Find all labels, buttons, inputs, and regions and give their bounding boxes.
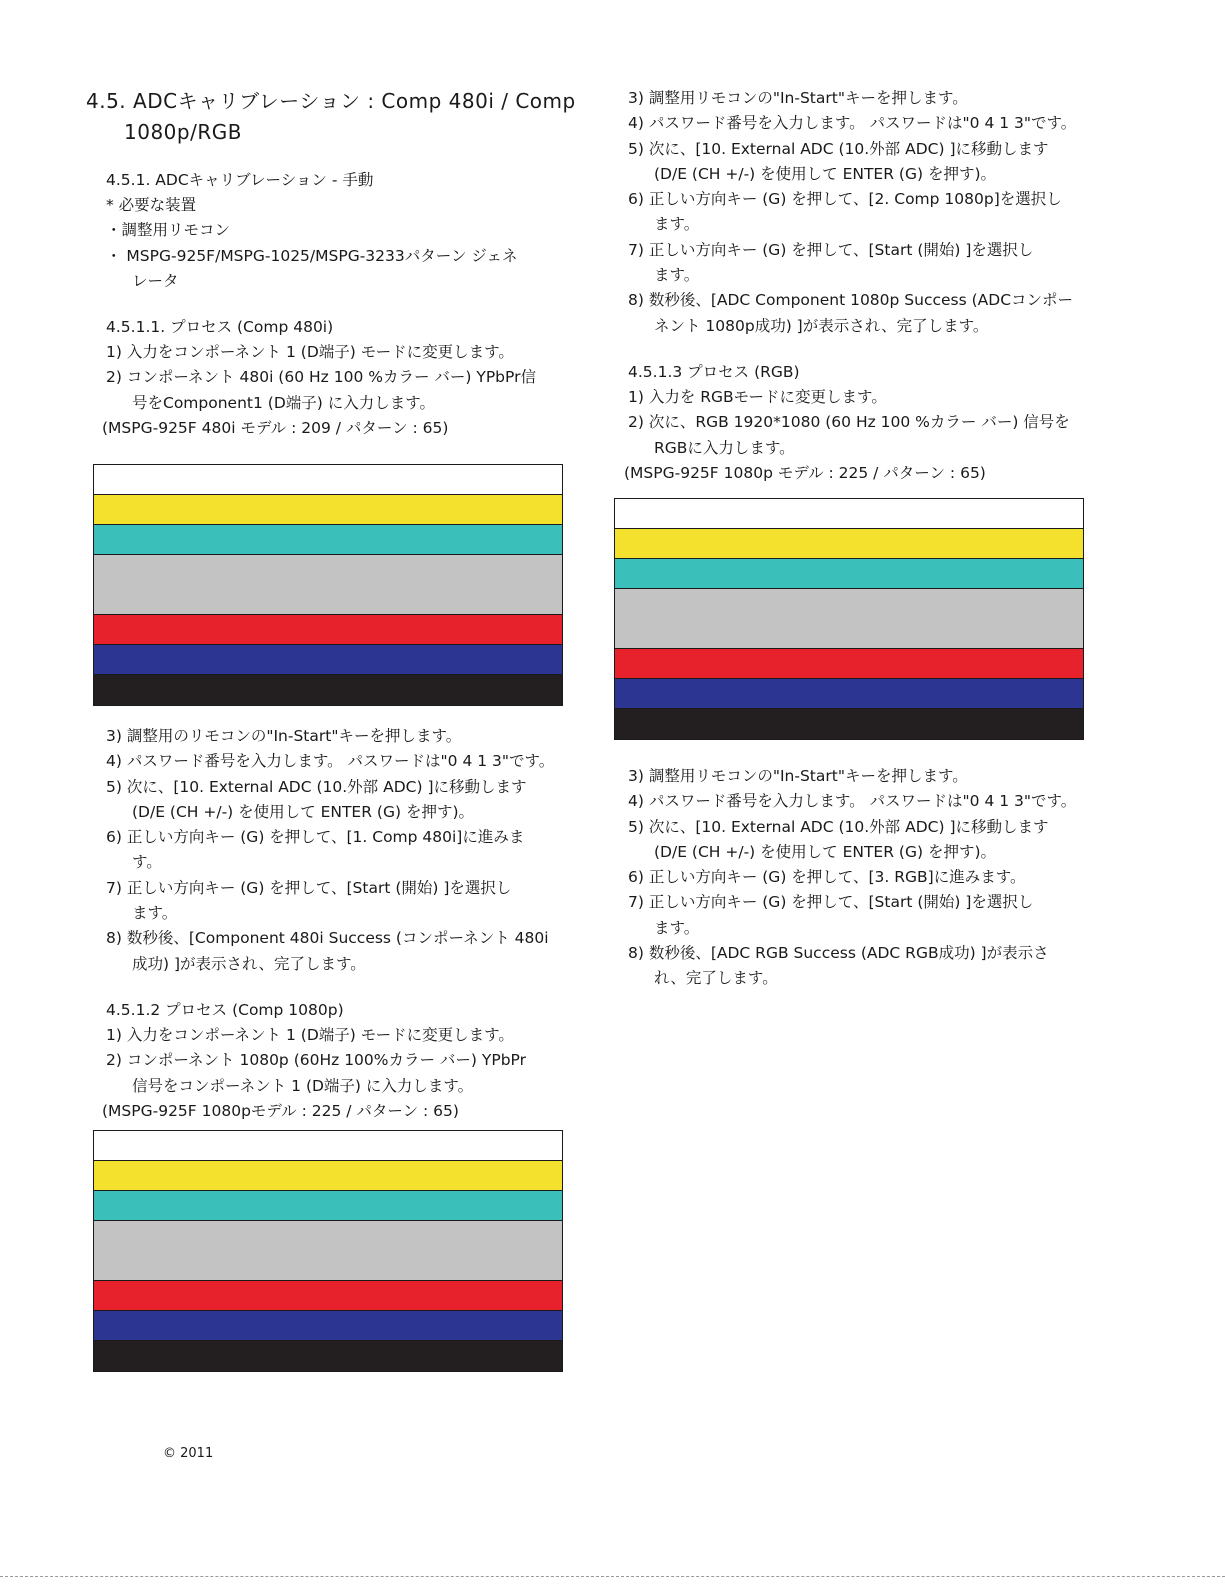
step-8-cont: 成功) ]が表示され、完了します。 (132, 954, 366, 973)
step-6: 6) 正しい方向キー (G) を押して、[3. RGB]に進みます。 (628, 868, 1026, 887)
step-6: 6) 正しい方向キー (G) を押して、[1. Comp 480i]に進みま (106, 828, 525, 847)
step-1: 1) 入力をコンポーネント 1 (D端子) モードに変更します。 (106, 343, 514, 362)
step-3: 3) 調整用のリモコンの"In-Start"キーを押します。 (106, 727, 462, 745)
step-5: 5) 次に、[10. External ADC (10.外部 ADC) ]に移動します (628, 139, 1049, 158)
step-1: 1) 入力を RGBモードに変更します。 (628, 387, 887, 406)
step-7: 7) 正しい方向キー (G) を押して、[Start (開始) ]を選択し (106, 878, 512, 897)
step-7: 7) 正しい方向キー (G) を押して、[Start (開始) ]を選択し (628, 893, 1034, 912)
color-bar-pattern (614, 498, 1084, 740)
page-edge-divider (0, 1576, 1225, 1577)
section-title-comp-1080p: 4.5.1.2 プロセス (Comp 1080p) (106, 1000, 344, 1019)
step-6-cont: す。 (132, 853, 162, 872)
step-3: 3) 調整用リモコンの"In-Start"キーを押します。 (628, 767, 968, 785)
step-8: 8) 数秒後、[Component 480i Success (コンポーネント 480i (106, 929, 549, 948)
page-title-line-2: 1080p/RGB (124, 120, 242, 144)
left-column-upper (102, 168, 584, 441)
step-5-cont: (D/E (CH +/-) を使用して ENTER (G) を押す)。 (654, 842, 997, 861)
step-5-cont: (D/E (CH +/-) を使用して ENTER (G) を押す)。 (132, 802, 475, 821)
color-bar-7 (94, 1341, 562, 1371)
step-6-cont: ます。 (654, 215, 700, 234)
step-7-cont: ます。 (654, 918, 700, 937)
color-bar-2 (94, 495, 562, 525)
equipment-item-generator-cont: レータ (132, 271, 179, 290)
color-bar-1 (615, 499, 1083, 529)
step-2-cont: 号をComponent1 (D端子) に入力します。 (132, 393, 435, 412)
step-7-cont: ます。 (654, 266, 700, 285)
equipment-item-generator: ・ MSPG-925F/MSPG-1025/MSPG-3233パターン ジェネ (106, 246, 518, 265)
step-4: 4) パスワード番号を入力します。 パスワードは"0 4 1 3"です。 (628, 792, 1077, 811)
step-4: 4) パスワード番号を入力します。 パスワードは"0 4 1 3"です。 (106, 752, 555, 771)
model-pattern-note: (MSPG-925F 1080p モデル : 225 / パターン : 65) (624, 463, 986, 482)
color-bar-7 (615, 709, 1083, 739)
color-bar-7 (94, 675, 562, 705)
right-column-lower (628, 764, 1108, 992)
step-2-cont: RGBに入力します。 (654, 438, 795, 457)
section-title-comp-480i: 4.5.1.1. プロセス (Comp 480i) (106, 318, 334, 337)
step-8: 8) 数秒後、[ADC Component 1080p Success (ADCコンポー (628, 291, 1074, 310)
step-8: 8) 数秒後、[ADC RGB Success (ADC RGB成功) ]が表示さ (628, 944, 1049, 963)
model-pattern-note: (MSPG-925F 480i モデル : 209 / パターン : 65) (102, 419, 449, 438)
color-bar-3 (94, 525, 562, 555)
color-bar-2 (94, 1161, 562, 1191)
color-bar-4 (615, 589, 1083, 649)
step-4: 4) パスワード番号を入力します。 パスワードは"0 4 1 3"です。 (628, 114, 1077, 133)
step-8-cont: ネント 1080p成功) ]が表示され、完了します。 (654, 316, 989, 335)
color-bar-3 (615, 559, 1083, 589)
color-bar-5 (94, 1281, 562, 1311)
page-title (86, 86, 586, 148)
color-bar-4 (94, 1221, 562, 1281)
color-bar-6 (94, 645, 562, 675)
color-bar-2 (615, 529, 1083, 559)
step-8-cont: れ、完了します。 (654, 969, 778, 988)
color-bar-6 (615, 679, 1083, 709)
color-bar-6 (94, 1311, 562, 1341)
color-bar-pattern (93, 1130, 563, 1372)
step-7: 7) 正しい方向キー (G) を押して、[Start (開始) ]を選択し (628, 240, 1034, 259)
equipment-heading: * 必要な装置 (106, 196, 197, 214)
step-6: 6) 正しい方向キー (G) を押して、[2. Comp 1080p]を選択し (628, 190, 1062, 209)
right-column-upper (624, 86, 1108, 486)
left-column-middle (102, 724, 584, 1124)
step-5: 5) 次に、[10. External ADC (10.外部 ADC) ]に移動します (628, 817, 1049, 836)
step-5-cont: (D/E (CH +/-) を使用して ENTER (G) を押す)。 (654, 164, 997, 183)
step-2: 2) コンポーネント 480i (60 Hz 100 %カラー バー) YPbPr信 (106, 368, 536, 387)
step-2: 2) 次に、RGB 1920*1080 (60 Hz 100 %カラー バー) 信号を (628, 413, 1070, 432)
model-pattern-note: (MSPG-925F 1080pモデル : 225 / パターン : 65) (102, 1101, 459, 1120)
color-bar-3 (94, 1191, 562, 1221)
color-bar-pattern (93, 464, 563, 706)
step-2: 2) コンポーネント 1080p (60Hz 100%カラー バー) YPbPr (106, 1051, 527, 1070)
color-bar-5 (94, 615, 562, 645)
color-bar-4 (94, 555, 562, 615)
color-bar-5 (615, 649, 1083, 679)
page-title-line-1: 4.5. ADCキャリブレーション : Comp 480i / Comp (86, 89, 576, 113)
step-5: 5) 次に、[10. External ADC (10.外部 ADC) ]に移動します (106, 777, 527, 796)
equipment-item-remote: ・調整用リモコン (106, 221, 231, 240)
section-title-rgb: 4.5.1.3 プロセス (RGB) (628, 362, 800, 381)
color-bar-1 (94, 465, 562, 495)
step-1: 1) 入力をコンポーネント 1 (D端子) モードに変更します。 (106, 1025, 514, 1044)
copyright-footer: © 2011 (163, 1446, 214, 1461)
step-3: 3) 調整用リモコンの"In-Start"キーを押します。 (628, 89, 968, 107)
step-7-cont: ます。 (132, 904, 178, 923)
step-2-cont: 信号をコンポーネント 1 (D端子) に入力します。 (132, 1076, 474, 1095)
color-bar-1 (94, 1131, 562, 1161)
subsection-title: 4.5.1. ADCキャリブレーション - 手動 (106, 171, 374, 189)
